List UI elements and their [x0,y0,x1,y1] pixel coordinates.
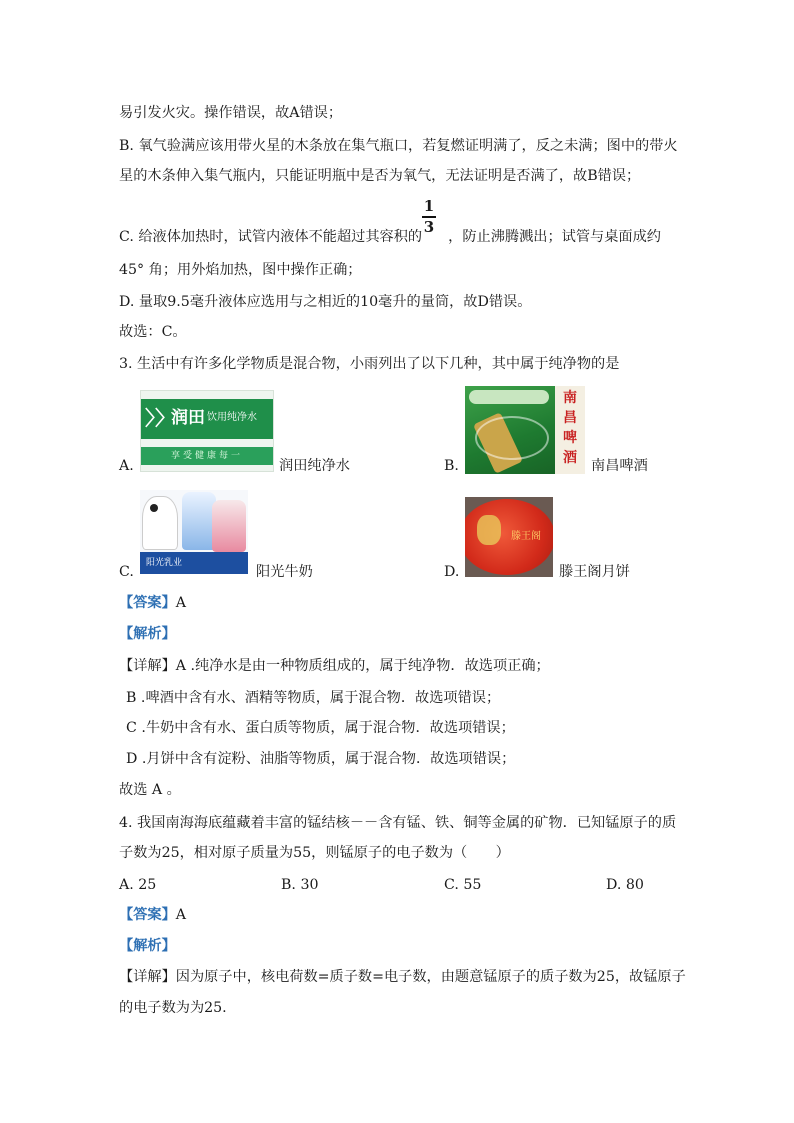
option-label: 南昌啤酒 [591,458,648,474]
question-stem: 4. 我国南海海底蕴藏着丰富的锰结核－－含有锰、铁、铜等金属的矿物．已知锰原子的质 [119,815,677,831]
fraction-denominator: 3 [423,217,435,236]
text-line: D. 量取9.5毫升液体应选用与之相近的10毫升的量筒，故D错误。 [119,294,532,310]
milk-brand-text: 阳光乳业 [146,558,183,568]
answer-tag: 【答案】 [119,595,176,611]
brand-logo-text: 润田 [171,408,205,428]
text-segment: ，防止沸腾溅出；试管与桌面成约 [448,229,661,245]
analysis-tag: 【解析】 [119,626,176,642]
option-letter: C. [119,564,134,580]
answer-value: A [175,907,187,923]
analysis-tag: 【解析】 [119,938,176,954]
detail-line: C .牛奶中含有水、蛋白质等物质，属于混合物．故选项错误； [126,720,515,736]
analysis-line [119,624,176,644]
analysis-line [119,936,176,956]
beer-image [465,386,585,474]
option-label: 润田纯净水 [279,458,350,474]
option-d: D. 80 [606,877,644,893]
option-c: C. 55 [444,877,482,893]
fraction-numerator: 1 [423,197,435,215]
detail-text: 因为原子中，核电荷数=质子数=电子数，由题意锰原子的质子数为25，故锰原子 [175,969,686,985]
conclusion-line: 故选 A 。 [119,782,181,798]
text-line: 星的木条伸入集气瓶内，只能证明瓶中是否为氧气，无法证明是否满了，故B错误； [119,168,641,184]
answer-value: A [175,595,187,611]
option-b: B. 30 [281,877,319,893]
text-line [119,227,661,247]
pure-water-image: 〉〉 润田 饮用纯净水 享受健康每一 [140,390,274,472]
text-line: 易引发火灾。操作错误，故A错误； [119,105,343,121]
option-letter: B. [444,458,459,474]
detail-line [119,967,686,987]
option-letter: D. [444,564,460,580]
option-letter: A. [119,458,134,474]
detail-line: D .月饼中含有淀粉、油脂等物质，属于混合物．故选项错误； [126,751,516,767]
option-a: A. 25 [119,877,157,893]
fraction-one-third [422,198,436,235]
question-stem: 3. 生活中有许多化学物质是混合物，小雨列出了以下几种，其中属于纯净物的是 [119,356,620,372]
text-line: 45° 角；用外焰加热，图中操作正确； [119,262,362,278]
detail-line [119,656,550,676]
option-label: 阳光牛奶 [256,564,313,580]
mooncake-image [465,497,553,577]
slogan-text: 享受健康每一 [171,451,244,461]
detail-text: A .纯净水是由一种物质组成的，属于纯净物．故选项正确； [175,658,550,674]
text-segment: C. 给液体加热时，试管内液体不能超过其容积的 [119,229,423,245]
detail-tag: 【详解】 [119,969,176,985]
answer-tag: 【答案】 [119,907,176,923]
text-line: 故选：C。 [119,324,187,340]
detail-line: B .啤酒中含有水、酒精等物质，属于混合物．故选项错误； [126,690,501,706]
detail-line: 的电子数为为25. [119,1000,227,1016]
text-line: B. 氧气验满应该用带火星的木条放在集气瓶口，若复燃证明满了，反之未满；图中的带火 [119,138,678,154]
question-stem: 子数为25，相对原子质量为55，则锰原子的电子数为（ ） [119,845,510,861]
mooncake-brand-text: 滕王阁 [511,531,541,542]
answer-line [119,593,186,613]
detail-tag: 【详解】 [119,658,176,674]
brand-sub-text: 饮用纯净水 [207,412,257,423]
milk-image [140,490,248,574]
beer-brand-text: 南昌啤酒 [563,390,577,466]
option-label: 滕王阁月饼 [559,564,630,580]
answer-line [119,905,186,925]
